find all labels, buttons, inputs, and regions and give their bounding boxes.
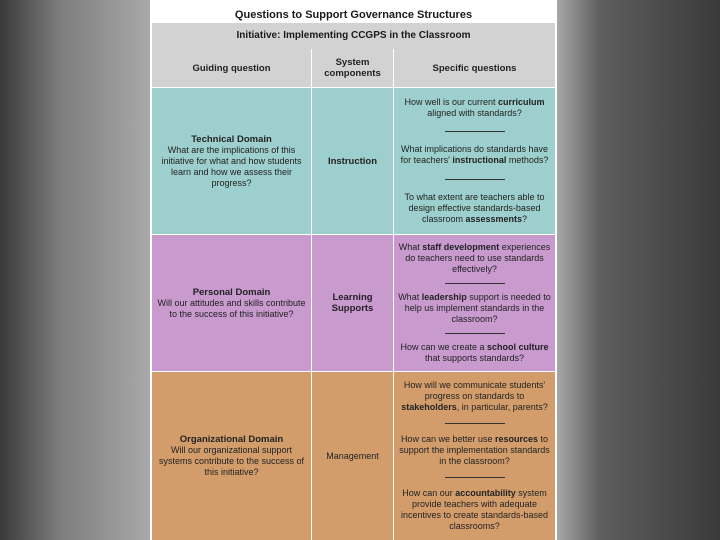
- specific-question: What staff development experiences do teachers need to use standards effectively?: [398, 242, 551, 274]
- guiding-cell: [152, 372, 311, 540]
- header-system-components: System components: [311, 49, 394, 87]
- domain-title: Personal Domain: [192, 286, 271, 298]
- header-row: [152, 49, 555, 87]
- guiding-question-text: What are the implications of this initiative for what and how students learn and how we assess their progress?: [161, 144, 302, 188]
- question-separator: [445, 131, 505, 132]
- initiative-band: Initiative: Implementing CCGPS in the Classroom: [152, 23, 555, 49]
- question-separator: [445, 477, 505, 478]
- system-component-cell: [311, 88, 394, 234]
- guiding-cell: [152, 88, 311, 234]
- specific-question: How can our accountability system provide teachers with adequate incentives to create standards-based classrooms?: [400, 488, 549, 531]
- specific-question: How well is our current curriculum aligned with standards?: [404, 97, 545, 119]
- question-separator: [445, 423, 505, 424]
- system-component-cell: [311, 235, 394, 371]
- specific-question: How can we create a school culture that supports standards?: [400, 342, 549, 363]
- guiding-cell: [152, 235, 311, 371]
- question-separator: [445, 283, 505, 284]
- domain-title: Organizational Domain: [179, 434, 284, 445]
- row-personal-domain: [152, 235, 555, 371]
- system-component-label: Learning Supports: [331, 292, 374, 314]
- document-page: [150, 0, 557, 540]
- system-component-label: Instruction: [327, 155, 378, 167]
- specific-question: To what extent are teachers able to design effective standards-based classroom assessments?: [404, 191, 545, 224]
- domain-title: Technical Domain: [191, 133, 272, 145]
- guiding-question-text: Will our attitudes and skills contribute to the success of this initiative?: [157, 297, 306, 319]
- specific-questions-cell: [394, 372, 555, 540]
- question-separator: [445, 333, 505, 334]
- specific-question: How can we better use resources to support the implementation standards in the classroom?: [399, 434, 550, 466]
- specific-questions-cell: [394, 235, 555, 371]
- system-component-label: Management: [326, 450, 379, 461]
- row-organizational-domain: [152, 372, 555, 540]
- specific-question: What leadership support is needed to help us implement standards in the classroom?: [398, 292, 551, 324]
- header-guiding-question: Guiding question: [192, 62, 271, 74]
- specific-questions-cell: [394, 88, 555, 234]
- question-separator: [445, 179, 505, 180]
- system-component-cell: [311, 372, 394, 540]
- document-title: Questions to Support Governance Structures: [234, 9, 473, 21]
- specific-question: What implications do standards have for teachers' instructional methods?: [400, 144, 549, 166]
- row-technical-domain: [152, 88, 555, 234]
- specific-question: How will we communicate students' progress on standards to stakeholders, in particular, parents?: [401, 380, 548, 412]
- header-specific-questions: Specific questions: [432, 62, 517, 74]
- guiding-question-text: Will our organizational support systems contribute to the success of this initiative?: [158, 445, 305, 477]
